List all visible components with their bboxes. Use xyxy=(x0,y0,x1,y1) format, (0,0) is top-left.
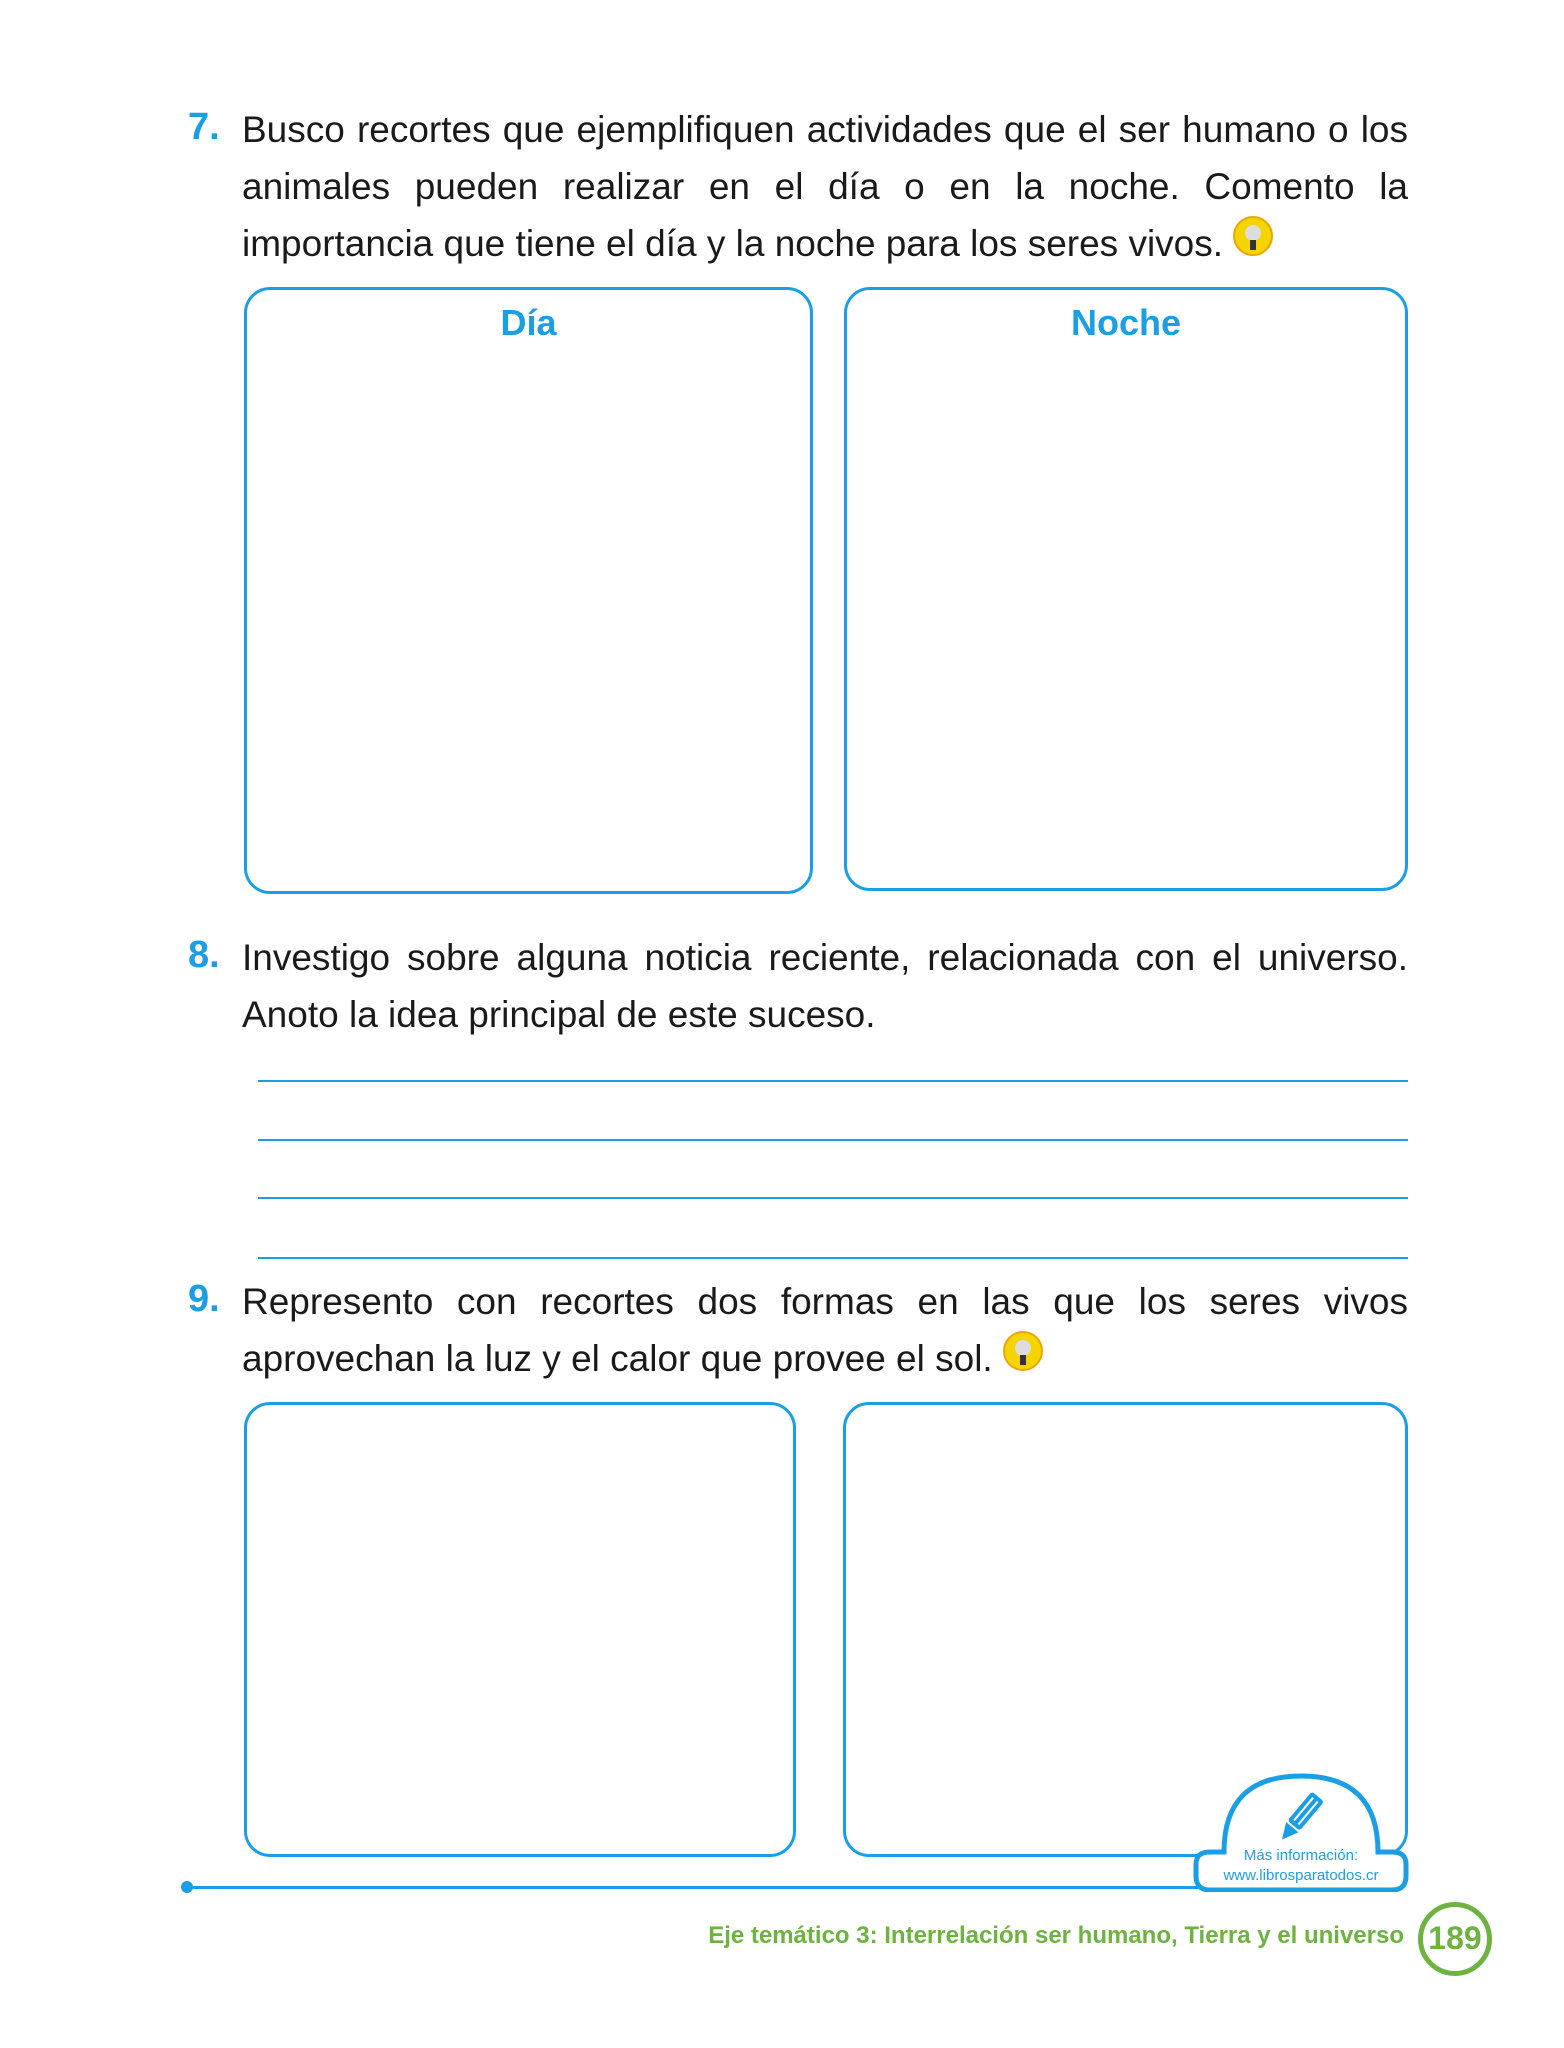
night-box[interactable] xyxy=(844,287,1408,891)
question-7-number: 7. xyxy=(188,106,220,148)
night-box-title: Noche xyxy=(1070,302,1182,343)
writing-line[interactable] xyxy=(258,1139,1408,1141)
lightbulb-icon xyxy=(1001,1331,1045,1375)
bottom-rule-dot xyxy=(181,1881,193,1893)
writing-line[interactable] xyxy=(258,1197,1408,1199)
question-9-text xyxy=(242,1273,1408,1387)
day-box-title: Día xyxy=(500,302,557,343)
footer-section-title: Eje temático 3: Interrelación ser humano, Tierra y el universo xyxy=(708,1922,1404,1949)
more-info-badge[interactable] xyxy=(1192,1772,1410,1892)
more-info-url[interactable]: www.librosparatodos.cr xyxy=(1223,1867,1379,1884)
question-9-number: 9. xyxy=(188,1278,220,1320)
question-7-text xyxy=(242,101,1408,272)
cutout-box-1[interactable] xyxy=(244,1402,796,1857)
writing-line[interactable] xyxy=(258,1257,1408,1259)
pencil-icon xyxy=(1270,1788,1330,1848)
question-9-body: Represento con recortes dos formas en las que los seres vivos aprovechan la luz y el calor que provee el sol. xyxy=(242,1281,1408,1379)
writing-line[interactable] xyxy=(258,1080,1408,1082)
lightbulb-icon xyxy=(1231,216,1275,260)
question-8-number: 8. xyxy=(188,934,220,976)
question-8-text: Investigo sobre alguna noticia reciente, relacionada con el universo. Anoto la idea principal de este suceso. xyxy=(242,937,1408,1035)
day-box[interactable] xyxy=(244,287,813,894)
more-info-label: Más información: xyxy=(1243,1847,1359,1864)
question-7-body: Busco recortes que ejemplifiquen actividades que el ser humano o los animales pueden realizar en el día o en la noche. Comento la importancia que tiene el día y la noche para los seres vivos. xyxy=(242,109,1408,264)
page-number: 189 xyxy=(1418,1902,1492,1976)
bottom-rule xyxy=(186,1886,1296,1889)
